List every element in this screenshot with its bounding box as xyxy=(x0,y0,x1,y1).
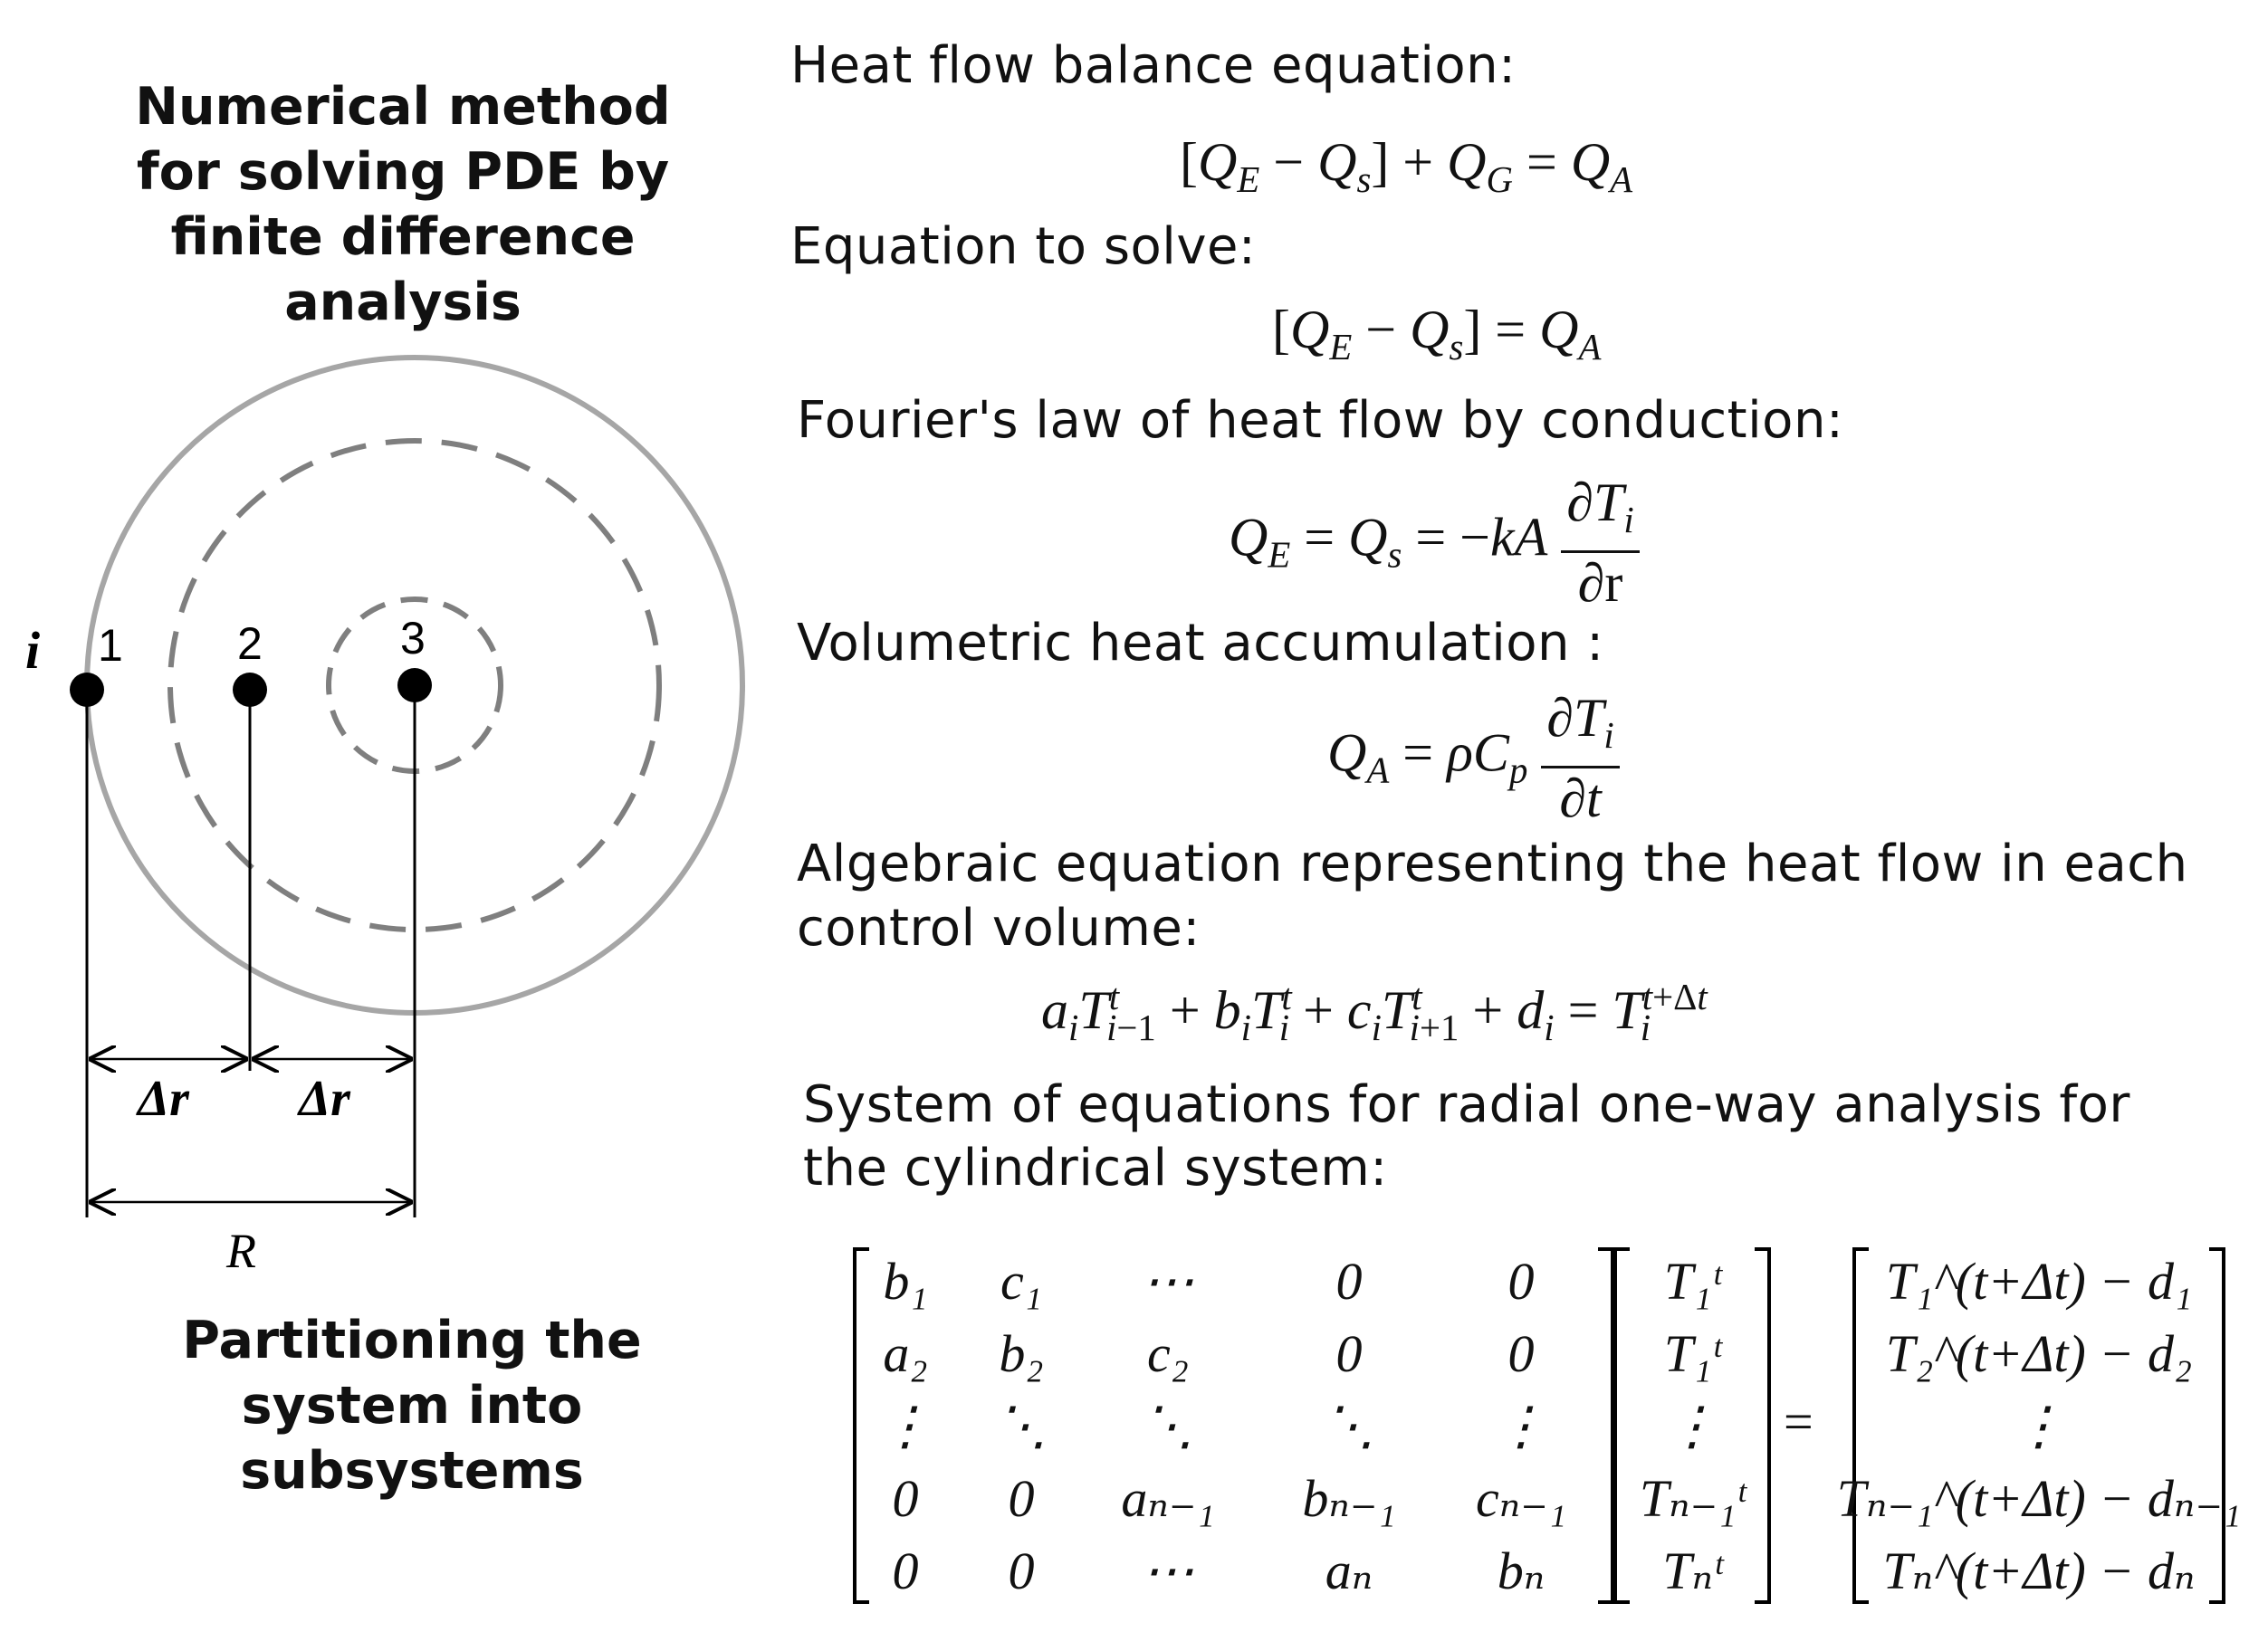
fourier-heading: Fourier's law of heat flow by conduction: xyxy=(797,391,1844,450)
matrix-cell: b₁ xyxy=(883,1252,928,1311)
matrix-cell: ⋮ xyxy=(1495,1397,1547,1455)
system-heading-line-2: the cylindrical system: xyxy=(803,1139,1388,1198)
rhs-cell: ⋮ xyxy=(2013,1397,2065,1455)
method-title-line: finite difference xyxy=(170,207,636,267)
matrix-cell: aₙ xyxy=(1325,1541,1373,1600)
partition-caption-line: subsystems xyxy=(240,1441,584,1501)
matrix-cell: a₂ xyxy=(883,1324,928,1383)
matrix-cell: 0 xyxy=(1008,1541,1035,1600)
node-2 xyxy=(233,673,267,707)
unknown-bracket-right xyxy=(1755,1249,1769,1602)
coef-bracket-right xyxy=(1598,1249,1612,1602)
matrix-cell: 0 xyxy=(1507,1252,1535,1311)
vector-cell: Tₙᵗ xyxy=(1662,1541,1722,1600)
matrix-cell: aₙ₋₁ xyxy=(1121,1469,1215,1528)
accumulation-equation: $Q_A = \rho C_p$ $\frac{\partial T_i}{\partial t}$ xyxy=(1327,688,1620,828)
node-label-1: 1 xyxy=(98,620,123,671)
matrix-cell: ⋱ xyxy=(1323,1397,1375,1455)
heat-balance-equation: $[Q_E - Q_s] + Q_G = Q_A$ xyxy=(1180,132,1633,200)
matrix-cell: ⋯ xyxy=(1142,1541,1194,1600)
vector-cell: ⋮ xyxy=(1666,1397,1718,1455)
algebraic-equation: $a_iT^t_{i-1} + b_iT^t_i + c_iT^t_{i+1} + d_i = T^{t+\Delta t}_i$ xyxy=(1041,977,1708,1048)
method-title-line: for solving PDE by xyxy=(136,142,670,202)
matrix-cell: 0 xyxy=(1335,1324,1363,1383)
rhs-bracket-left xyxy=(1854,1249,1869,1602)
method-title-line: analysis xyxy=(284,272,522,332)
solve-heading: Equation to solve: xyxy=(790,217,1257,276)
rhs-bracket-right xyxy=(2209,1249,2224,1602)
node-1 xyxy=(70,673,104,707)
delta-r-label-1: Δr xyxy=(138,1071,189,1127)
matrix-cell: 0 xyxy=(1507,1324,1535,1383)
matrix-cell: ⋯ xyxy=(1142,1252,1194,1311)
node-label-3: 3 xyxy=(400,613,426,663)
rhs-vector xyxy=(1837,1252,2241,1600)
system-heading-line-1: System of equations for radial one-way analysis for xyxy=(803,1075,2130,1134)
coef-bracket-left xyxy=(855,1249,869,1602)
unknown-bracket-left xyxy=(1615,1249,1630,1602)
algebraic-heading-line-1: Algebraic equation representing the heat flow in each xyxy=(797,835,2188,893)
partition-caption-line: system into xyxy=(241,1376,583,1436)
matrix-cell: ⋱ xyxy=(1142,1397,1194,1455)
matrix-cell: 0 xyxy=(1335,1252,1363,1311)
matrix-cell: b₂ xyxy=(999,1324,1044,1383)
node-3 xyxy=(397,668,432,702)
matrix-cell: bₙ xyxy=(1497,1541,1545,1600)
left-panel xyxy=(0,0,815,1632)
node-label-2: 2 xyxy=(237,618,263,669)
heat-balance-heading: Heat flow balance equation: xyxy=(790,36,1517,95)
vector-cell: T₁ᵗ xyxy=(1663,1252,1721,1311)
equals-sign: = xyxy=(1784,1392,1813,1451)
node-index-label: i xyxy=(25,621,41,680)
partition-caption xyxy=(86,1308,738,1503)
coefficient-matrix xyxy=(879,1252,1566,1600)
unknown-vector xyxy=(1640,1252,1748,1600)
radius-label: R xyxy=(226,1224,256,1278)
rhs-cell: T₂^(t+Δt) − d₂ xyxy=(1885,1324,2193,1383)
matrix-cell: ⋱ xyxy=(995,1397,1048,1455)
matrix-system xyxy=(833,1222,2245,1620)
cylinder-diagram xyxy=(0,0,815,1303)
matrix-cell: 0 xyxy=(1008,1469,1035,1528)
vector-cell: T₁ᵗ xyxy=(1663,1324,1721,1383)
rhs-cell: Tₙ^(t+Δt) − dₙ xyxy=(1882,1541,2196,1600)
matrix-cell: bₙ₋₁ xyxy=(1302,1469,1396,1528)
matrix-cell: 0 xyxy=(892,1469,919,1528)
matrix-cell: cₙ₋₁ xyxy=(1475,1469,1567,1528)
fourier-equation: $Q_E = Q_s = -kA$ $\frac{\partial T_i}{\partial r}$ xyxy=(1229,472,1640,613)
accumulation-heading: Volumetric heat accumulation : xyxy=(797,614,1604,673)
matrix-cell: c₂ xyxy=(1147,1324,1189,1383)
matrix-cell: 0 xyxy=(892,1541,919,1600)
algebraic-heading-line-2: control volume: xyxy=(797,899,1201,958)
vector-cell: Tₙ₋₁ᵗ xyxy=(1639,1469,1746,1528)
rhs-cell: Tₙ₋₁^(t+Δt) − dₙ₋₁ xyxy=(1836,1469,2242,1528)
rhs-cell: T₁^(t+Δt) − d₁ xyxy=(1885,1252,2193,1311)
matrix-cell: ⋮ xyxy=(879,1397,932,1455)
solve-equation: $[Q_E - Q_s] = Q_A$ xyxy=(1272,300,1602,367)
method-title-line: Numerical method xyxy=(135,77,671,137)
matrix-cell: c₁ xyxy=(1000,1252,1042,1311)
partition-caption-line: Partitioning the xyxy=(182,1311,642,1370)
delta-r-label-2: Δr xyxy=(299,1071,350,1127)
